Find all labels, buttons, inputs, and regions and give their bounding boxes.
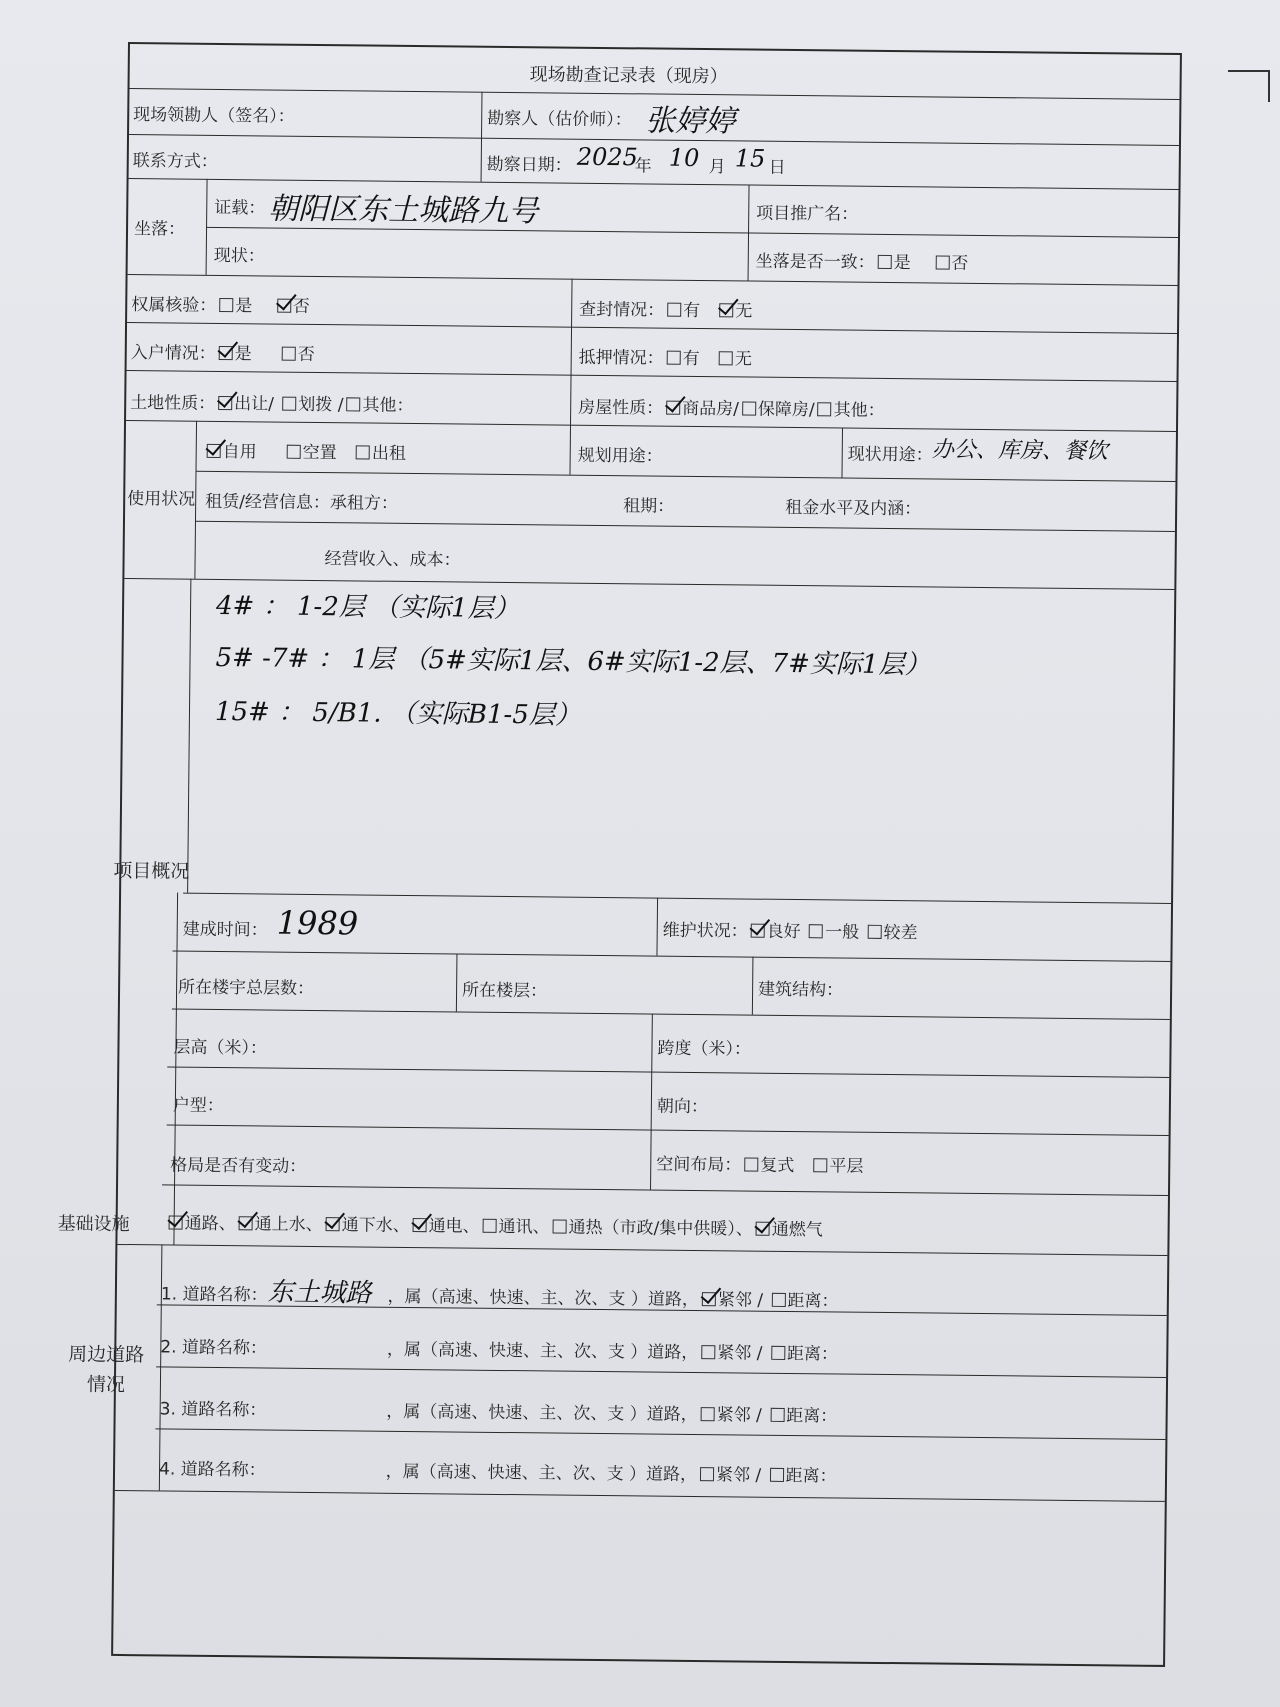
status-label: 现状： xyxy=(213,245,265,267)
contact-label: 联系方式： xyxy=(132,151,218,172)
month-char: 月 xyxy=(708,157,726,178)
maint-normal-checkbox[interactable] xyxy=(809,924,823,938)
seal-none-checkbox[interactable] xyxy=(719,303,733,317)
total-floors-label: 所在楼宇总层数： xyxy=(177,977,315,1000)
road-row-1: 1. 道路名称：东土城路 ，属（高速、快速、主、次、支 ）道路， 紧邻 / 距离： xyxy=(161,1270,839,1314)
entry-status: 入户情况： 是 否 xyxy=(130,343,315,365)
maint-poor-checkbox[interactable] xyxy=(867,925,881,939)
note-line-1: 4# ： 1-2层 （实际1层） xyxy=(215,590,520,625)
use-vacant-checkbox[interactable] xyxy=(287,445,301,459)
space-duplex-checkbox[interactable] xyxy=(744,1158,758,1172)
use-options: 自用 空置 出租 xyxy=(204,437,407,464)
built-time-label: 建成时间： xyxy=(182,919,268,941)
house-nature: 房屋性质： 商品房/ 保障房/ 其他： xyxy=(578,397,885,421)
current-use-value: 办公、库房、餐饮 xyxy=(931,437,1108,465)
location-consistent: 坐落是否一致： 是 否 xyxy=(755,251,969,274)
form-title: 现场勘查记录表（现房） xyxy=(529,64,728,88)
road-4-adjacent-checkbox[interactable] xyxy=(700,1467,714,1481)
ownership-check: 权属核验： 是 否 xyxy=(131,295,310,317)
note-line-3: 15# ： 5/B1. （实际B1-5层） xyxy=(214,696,581,731)
date-day: 15 xyxy=(734,144,766,173)
yes-checkbox[interactable] xyxy=(878,255,892,269)
revenue-cost-label: 经营收入、成本： xyxy=(324,549,461,571)
house-affordable-checkbox[interactable] xyxy=(742,401,756,415)
maint-good-checkbox[interactable] xyxy=(751,924,765,938)
maintenance-status: 维护状况： 良好 一般 较差 xyxy=(662,920,918,944)
unit-type-label: 户型： xyxy=(172,1095,224,1117)
span-label: 跨度（米）： xyxy=(657,1038,752,1060)
date-year: 2025 xyxy=(576,142,639,172)
no-checkbox[interactable] xyxy=(935,255,949,269)
use-status-side-label: 使用状况 xyxy=(127,489,196,510)
cert-label: 证载： xyxy=(214,197,266,219)
location-side-label: 坐落： xyxy=(133,219,186,240)
surveyor-label: 勘察人（估价师）： xyxy=(487,108,632,131)
surveyor-signature: 张婷婷 xyxy=(645,103,736,140)
mortgage-none-checkbox[interactable] xyxy=(719,351,733,365)
land-allocate-checkbox[interactable] xyxy=(282,397,296,411)
infra-road-checkbox[interactable] xyxy=(169,1215,183,1229)
road-name-4 xyxy=(266,1476,386,1477)
land-nature: 土地性质： 出让/ 划拨 / 其他： xyxy=(130,393,414,417)
land-transfer-checkbox[interactable] xyxy=(218,396,232,410)
ownership-yes-checkbox[interactable] xyxy=(219,298,233,312)
lease-label: 租赁/经营信息：承租方： xyxy=(205,491,399,514)
paper-clip-mark xyxy=(1228,70,1270,102)
entry-no-checkbox[interactable] xyxy=(282,347,296,361)
ownership-no-checkbox[interactable] xyxy=(277,299,291,313)
infra-options: 通路、 通上水、 通下水、 通电、 通讯、 通热（市政/集中供暖）、 通燃气 xyxy=(166,1208,823,1240)
space-layout: 空间布局： 复式 平层 xyxy=(656,1154,864,1177)
layout-change-label: 格局是否有变动： xyxy=(170,1155,307,1177)
infra-side-label: 基础设施 xyxy=(57,1213,130,1236)
orientation-label: 朝向： xyxy=(656,1096,708,1118)
space-flat-checkbox[interactable] xyxy=(813,1158,827,1172)
survey-form xyxy=(57,42,1182,1667)
road-3-adjacent-checkbox[interactable] xyxy=(701,1407,715,1421)
infra-power-checkbox[interactable] xyxy=(413,1218,427,1232)
mortgage-have-checkbox[interactable] xyxy=(667,351,681,365)
infra-heating-checkbox[interactable] xyxy=(553,1220,567,1234)
day-char: 日 xyxy=(768,157,786,178)
rent-level-label: 租金水平及内涵： xyxy=(785,497,922,520)
planned-use-label: 规划用途： xyxy=(577,445,663,467)
date-month: 10 xyxy=(668,143,700,172)
seal-have-checkbox[interactable] xyxy=(667,303,681,317)
cert-address: 朝阳区东土城路九号 xyxy=(268,191,539,230)
road-2-adjacent-checkbox[interactable] xyxy=(701,1345,715,1359)
road-4-distance-checkbox[interactable] xyxy=(770,1468,784,1482)
entry-yes-checkbox[interactable] xyxy=(219,346,233,360)
year-char: 年 xyxy=(634,156,652,177)
house-commercial-checkbox[interactable] xyxy=(666,401,680,415)
road-name-3 xyxy=(266,1416,386,1417)
house-other-checkbox[interactable] xyxy=(818,402,832,416)
current-use-label: 现状用途： xyxy=(847,444,933,466)
land-other-checkbox[interactable] xyxy=(346,397,360,411)
roads-side-label: 周边道路 情况 xyxy=(68,1343,145,1397)
note-line-2: 5# -7# ： 1层 （5#实际1层、6#实际1-2层、7#实际1层） xyxy=(215,642,931,681)
road-3-distance-checkbox[interactable] xyxy=(770,1408,784,1422)
road-name-2 xyxy=(267,1354,387,1355)
promo-name-label: 项目推广名： xyxy=(756,203,859,225)
infra-telecom-checkbox[interactable] xyxy=(483,1219,497,1233)
road-row-4: 4. 道路名称： ，属（高速、快速、主、次、支 ）道路， 紧邻 / 距离： xyxy=(158,1459,837,1487)
use-rent-checkbox[interactable] xyxy=(356,445,370,459)
mortgage-status: 抵押情况： 有 无 xyxy=(578,347,753,370)
road-2-distance-checkbox[interactable] xyxy=(771,1346,785,1360)
infra-water-supply-checkbox[interactable] xyxy=(239,1216,253,1230)
road-row-2: 2. 道路名称： ，属（高速、快速、主、次、支 ）道路， 紧邻 / 距离： xyxy=(160,1337,838,1365)
date-label: 勘察日期： xyxy=(486,154,572,176)
use-self-checkbox[interactable] xyxy=(207,444,221,458)
structure-label: 建筑结构： xyxy=(758,979,844,1001)
road-name-1: 东土城路 xyxy=(267,1277,372,1309)
road-1-distance-checkbox[interactable] xyxy=(771,1293,785,1307)
leader-label: 现场领勘人（签名）： xyxy=(133,105,295,127)
road-1-adjacent-checkbox[interactable] xyxy=(702,1292,716,1306)
lease-term-label: 租期： xyxy=(623,496,675,517)
overview-side-label: 项目概况 xyxy=(113,859,190,883)
road-row-3: 3. 道路名称： ，属（高速、快速、主、次、支 ）道路， 紧邻 / 距离： xyxy=(159,1399,838,1427)
floor-label: 所在楼层： xyxy=(461,980,548,1002)
built-time-value: 1989 xyxy=(276,903,359,943)
seal-status: 查封情况： 有 无 xyxy=(579,299,753,322)
infra-drain-checkbox[interactable] xyxy=(326,1217,340,1231)
infra-gas-checkbox[interactable] xyxy=(756,1222,770,1236)
floor-height-label: 层高（米）： xyxy=(173,1037,268,1059)
